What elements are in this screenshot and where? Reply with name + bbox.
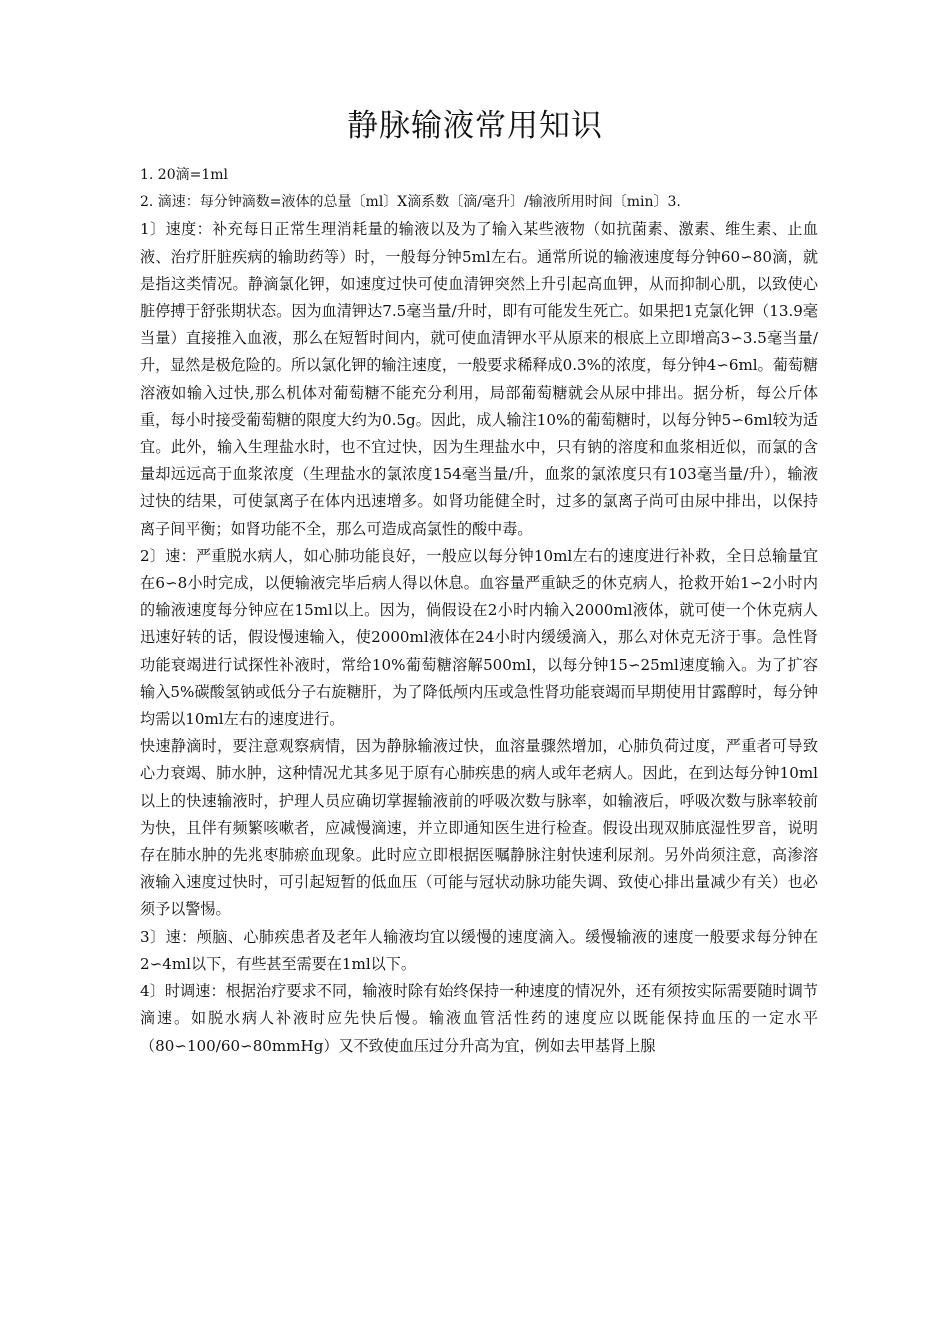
paragraph-slow-speed: 3〕速：颅脑、心肺疾患者及老年人输液均宜以缓慢的速度滴入。缓慢输液的速度一般要求每分钟在2∽4ml以下，有些甚至需要在1ml以下。 — [140, 927, 818, 973]
document-body — [140, 162, 818, 1060]
paragraph-fast-drip-caution: 快速静滴时，要注意观察病情，因为静脉输液过快，血溶量骤然增加，心肺负荷过度，严重者可导致心力衰竭、肺水肿，这种情况尤其多见于原有心肺疾患的病人或年老病人。因此，在到达每分钟10ml以上的快速输液时，护理人员应确切掌握输液前的呼吸次数与脉率，如输液后，呼吸次数与脉率较前为快，且伴有频繁咳嗽者，应减慢滴速，并立即通知医生进行检查。假设出现双肺底湿性罗音，说明存在肺水肿的先兆枣肺瘀血现象。此时应立即根据医嘱静脉注射快速利尿剂。另外尚须注意，高渗溶液输入速度过快时，可引起短暂的低血压（可能与冠状动脉功能失调、致使心排出量减少有关）也必须予以警惕。 — [140, 737, 818, 919]
paragraph-adjust-speed: 4〕时调速：根据治疗要求不同，输液时除有始终保持一种速度的情况外，还有须按实际需要随时调节滴速。如脱水病人补液时应先快后慢。输液血管活性药的速度应以既能保持血压的一定水平（80∽100/60∽80mmHg）又不致使血压过分升高为宜，例如去甲基肾上腺 — [140, 982, 818, 1055]
document-title: 静脉输液常用知识 — [347, 108, 603, 144]
paragraph-drip-rate-formula: 2. 滴速：每分钟滴数=液体的总量〔ml〕X滴系数〔滴/毫升〕/输液所用时间〔min〕3. — [140, 194, 681, 211]
paragraph-normal-speed: 1〕速度：补充每日正常生理消耗量的输液以及为了输入某些液物（如抗菌素、激素、维生素、止血液、治疗肝脏疾病的输助药等）时，一般每分钟5ml左右。通常所说的输液速度每分钟60∽80滴，就是指这类情况。静滴氯化钾，如速度过快可使血清钾突然上升引起高血钾，从而抑制心肌，以致使心脏停搏于舒张期状态。因为血清钾达7.5毫当量/升时，即有可能发生死亡。如果把1克氯化钾（13.9毫当量）直接推入血液，那么在短暂时间内，就可使血清钾水平从原来的根底上立即增高3∽3.5毫当量/升，显然是极危险的。所以氯化钾的输注速度，一般要求稀释成0.3%的浓度，每分钟4∽6ml。葡萄糖溶液如输入过快,那么机体对葡萄糖不能充分利用，局部葡萄糖就会从尿中排出。据分析，每公斤体重，每小时接受葡萄糖的限度大约为0.5g。因此，成人输注10%的葡萄糖时，以每分钟5∽6ml较为适宜。此外，输入生理盐水时，也不宜过快，因为生理盐水中，只有钠的溶度和血浆相近似，而氯的含量却远远高于血浆浓度（生理盐水的氯浓度154毫当量/升，血浆的氯浓度只有103毫当量/升），输液过快的结果，可使氯离子在体内迅速增多。如肾功能健全时，过多的氯离子尚可由尿中排出，以保持离子间平衡；如肾功能不全，那么可造成高氯性的酸中毒。 — [140, 220, 818, 538]
paragraph-fast-speed: 2〕速：严重脱水病人，如心肺功能良好，一般应以每分钟10ml左右的速度进行补救，全日总输量宜在6∽8小时完成，以便输液完毕后病人得以休息。血容量严重缺乏的休克病人，抢救开始1∽2小时内的输液速度每分钟应在15ml以上。因为，倘假设在2小时内输入2000ml液体，就可使一个休克病人迅速好转的话，假设慢速输入，使2000ml液体在24小时内缓缓滴入，那么对休克无济于事。急性肾功能衰竭进行试探性补液时，常给10%葡萄糖溶解500ml，以每分钟15∽25ml速度输入。为了扩容输入5%碳酸氢钠或低分子右旋糖肝，为了降低颅内压或急性肾功能衰竭而早期使用甘露醇时，每分钟均需以10ml左右的速度进行。 — [140, 546, 818, 729]
paragraph-drops-per-ml: 1. 20滴=1ml — [140, 167, 229, 183]
